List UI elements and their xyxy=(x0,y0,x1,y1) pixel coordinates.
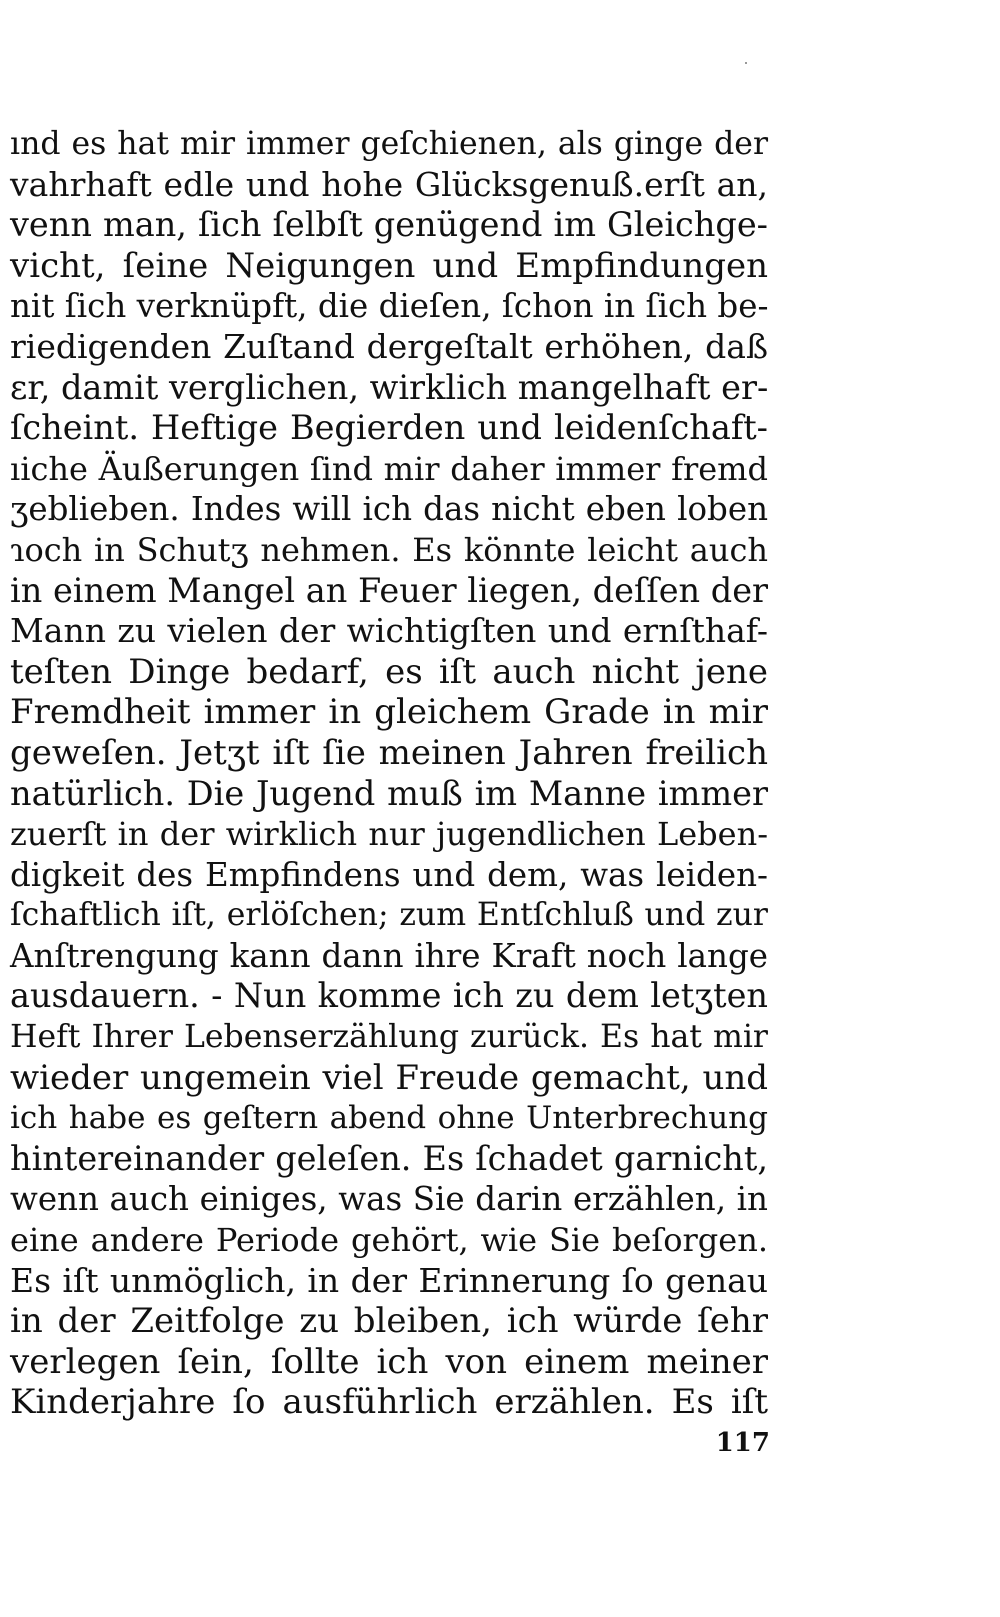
text-line: verlegen ſein, ſollte ich von einem meiner xyxy=(10,1341,768,1382)
text-line: ſcheint. Heftige Begierden und leidenſchaft- xyxy=(10,408,768,448)
text-line: venn man, ſich ſelbſt genügend im Gleichge- xyxy=(10,205,768,245)
text-line: hintereinander geleſen. Es ſchadet garnicht, xyxy=(10,1138,768,1178)
text-line: Heft Ihrer Lebenserzählung zurück. Es hat mir xyxy=(10,1019,768,1056)
text-line: ɿoch in Schutʒ nehmen. Es könnte leicht auch xyxy=(10,530,768,569)
text-line: Mann zu vielen der wichtigſten und ernſthaf- xyxy=(10,611,768,651)
text-line: teſten Dinge bedarf, es iſt auch nicht jene xyxy=(10,651,768,692)
body-text xyxy=(10,124,768,1423)
text-line: geweſen. Jetʒt iſt ſie meinen Jahren freilich xyxy=(10,732,768,773)
text-line: ſchaftlich iſt, erlöſchen; zum Entſchluß und zur xyxy=(10,897,768,934)
text-line: Anſtrengung kann dann ihre Kraft noch lange xyxy=(10,936,768,975)
text-line: vahrhaft edle und hohe Glücksgenuß.erſt an, xyxy=(10,164,768,204)
text-line: ıiche Äußerungen ſind mir daher immer fremd xyxy=(10,449,768,488)
page-number: 117 xyxy=(715,1428,770,1458)
text-line: natürlich. Die Jugend muß im Manne immer xyxy=(10,773,768,813)
text-line: eine andere Periode gehört, wie Sie beſorgen. xyxy=(10,1221,768,1260)
text-line: nit ſich verknüpft, die dieſen, ſchon in ſich be- xyxy=(10,287,769,326)
text-line: vicht, ſeine Neigungen und Empfindungen xyxy=(10,245,768,286)
print-speck xyxy=(745,62,747,64)
text-line: wenn auch einiges, was Sie darin erzählen, in xyxy=(10,1180,768,1219)
text-line: in einem Mangel an Feuer liegen, deſſen der xyxy=(10,570,769,610)
text-line: Kinderjahre ſo ausführlich erzählen. Es iſt xyxy=(10,1382,768,1423)
text-line: riedigenden Zuſtand dergeſtalt erhöhen, daß xyxy=(10,326,768,366)
text-line: ausdauern. - Nun komme ich zu dem letʒten xyxy=(10,976,768,1016)
text-line: in der Zeitfolge zu bleiben, ich würde ſehr xyxy=(10,1301,768,1342)
text-line: ich habe es geſtern abend ohne Unterbrechung xyxy=(10,1100,768,1137)
text-line: digkeit des Empfindens und dem, was leiden- xyxy=(10,855,768,894)
text-line: Es iſt unmöglich, in der Erinnerung ſo genau xyxy=(10,1260,768,1300)
text-line: zuerſt in der wirklich nur jugendlichen Leben- xyxy=(10,815,768,854)
text-line: wieder ungemein viel Freude gemacht, und xyxy=(10,1057,768,1098)
text-line: ɛr, damit verglichen, wirklich mangelhaft er- xyxy=(10,367,769,407)
text-line: ınd es hat mir immer geſchienen, als ginge der xyxy=(10,126,768,162)
text-line: Fremdheit immer in gleichem Grade in mir xyxy=(10,692,768,733)
text-line: ʒeblieben. Indes will ich das nicht eben loben xyxy=(10,490,768,529)
